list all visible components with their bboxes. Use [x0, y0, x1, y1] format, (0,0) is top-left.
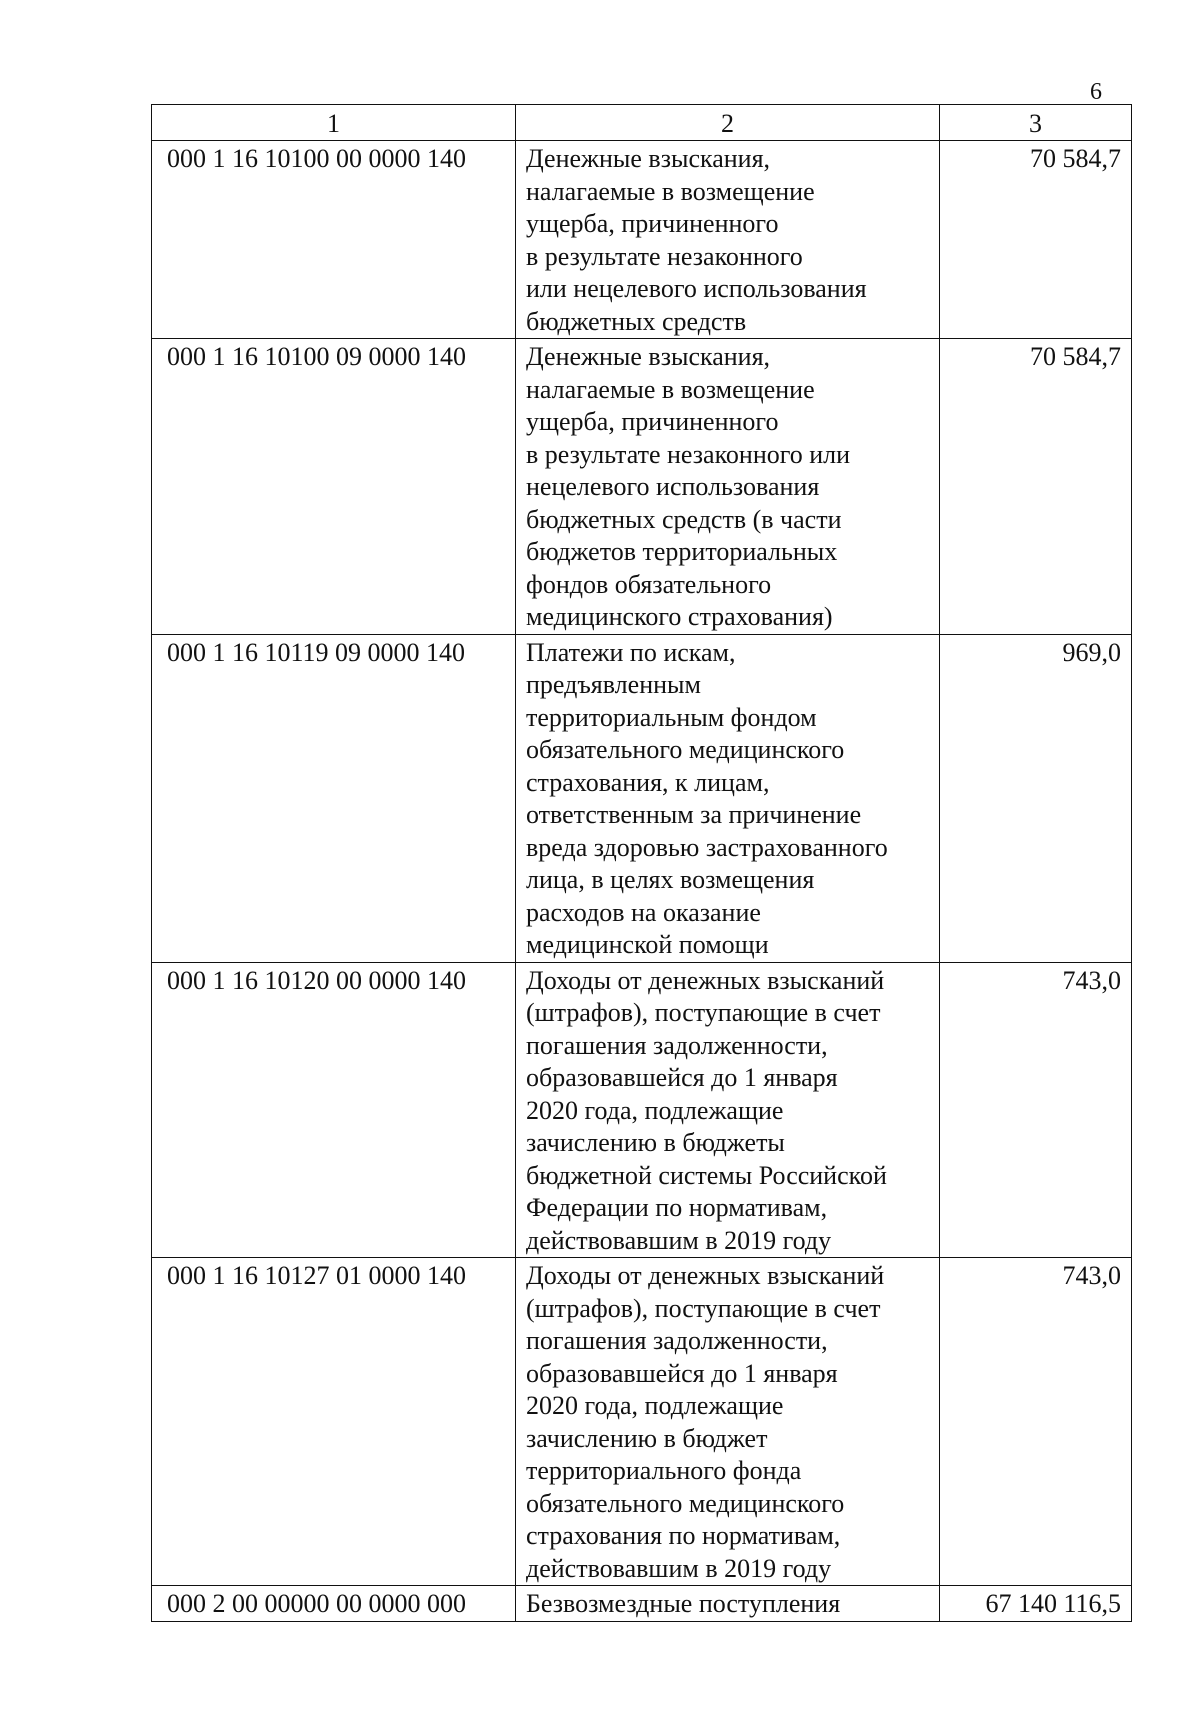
budget-code-cell: 000 2 00 00000 00 0000 000: [152, 1586, 516, 1622]
amount-cell: 67 140 116,5: [940, 1586, 1132, 1622]
budget-code-cell: 000 1 16 10120 00 0000 140: [152, 962, 516, 1258]
amount-cell: 743,0: [940, 962, 1132, 1258]
table-row: [152, 339, 1132, 635]
amount-cell: 70 584,7: [940, 339, 1132, 635]
budget-code-cell: 000 1 16 10100 09 0000 140: [152, 339, 516, 635]
amount-cell: 743,0: [940, 1258, 1132, 1586]
budget-code-cell: 000 1 16 10100 00 0000 140: [152, 141, 516, 339]
amount-cell: 70 584,7: [940, 141, 1132, 339]
amount-cell: 969,0: [940, 634, 1132, 962]
table-row: [152, 141, 1132, 339]
table-row: [152, 1258, 1132, 1586]
description-cell: Безвозмездные поступления: [516, 1586, 940, 1622]
column-header-2: 2: [516, 105, 940, 141]
description-cell: Доходы от денежных взысканий (штрафов), поступающие в счет погашения задолженности, образовавшейся до 1 января 2020 года, подлежащие зачислению в бюджеты бюджетной системы Российской Федерации по нормативам, действовавшим в 2019 году: [516, 962, 940, 1258]
page-number: 6: [1090, 79, 1102, 105]
column-header-1: 1: [152, 105, 516, 141]
budget-code-cell: 000 1 16 10119 09 0000 140: [152, 634, 516, 962]
description-cell: Платежи по искам, предъявленным территориальным фондом обязательного медицинского страхования, к лицам, ответственным за причинение вреда здоровью застрахованного лица, в целях возмещения расходов на оказание медицинской помощи: [516, 634, 940, 962]
description-cell: Денежные взыскания, налагаемые в возмещение ущерба, причиненного в результате незаконного или нецелевого использования бюджетных средств (в части бюджетов территориальных фондов обязательного медицинского страхования): [516, 339, 940, 635]
description-cell: Доходы от денежных взысканий (штрафов), поступающие в счет погашения задолженности, образовавшейся до 1 января 2020 года, подлежащие зачислению в бюджет территориального фонда обязательного медицинского страхования по нормативам, действовавшим в 2019 году: [516, 1258, 940, 1586]
table-header-row: [152, 105, 1132, 141]
column-header-3: 3: [940, 105, 1132, 141]
description-cell: Денежные взыскания, налагаемые в возмещение ущерба, причиненного в результате незаконного или нецелевого использования бюджетных средств: [516, 141, 940, 339]
table-row: [152, 634, 1132, 962]
revenue-table: [151, 104, 1132, 1622]
table-row: [152, 1586, 1132, 1622]
table-row: [152, 962, 1132, 1258]
budget-code-cell: 000 1 16 10127 01 0000 140: [152, 1258, 516, 1586]
